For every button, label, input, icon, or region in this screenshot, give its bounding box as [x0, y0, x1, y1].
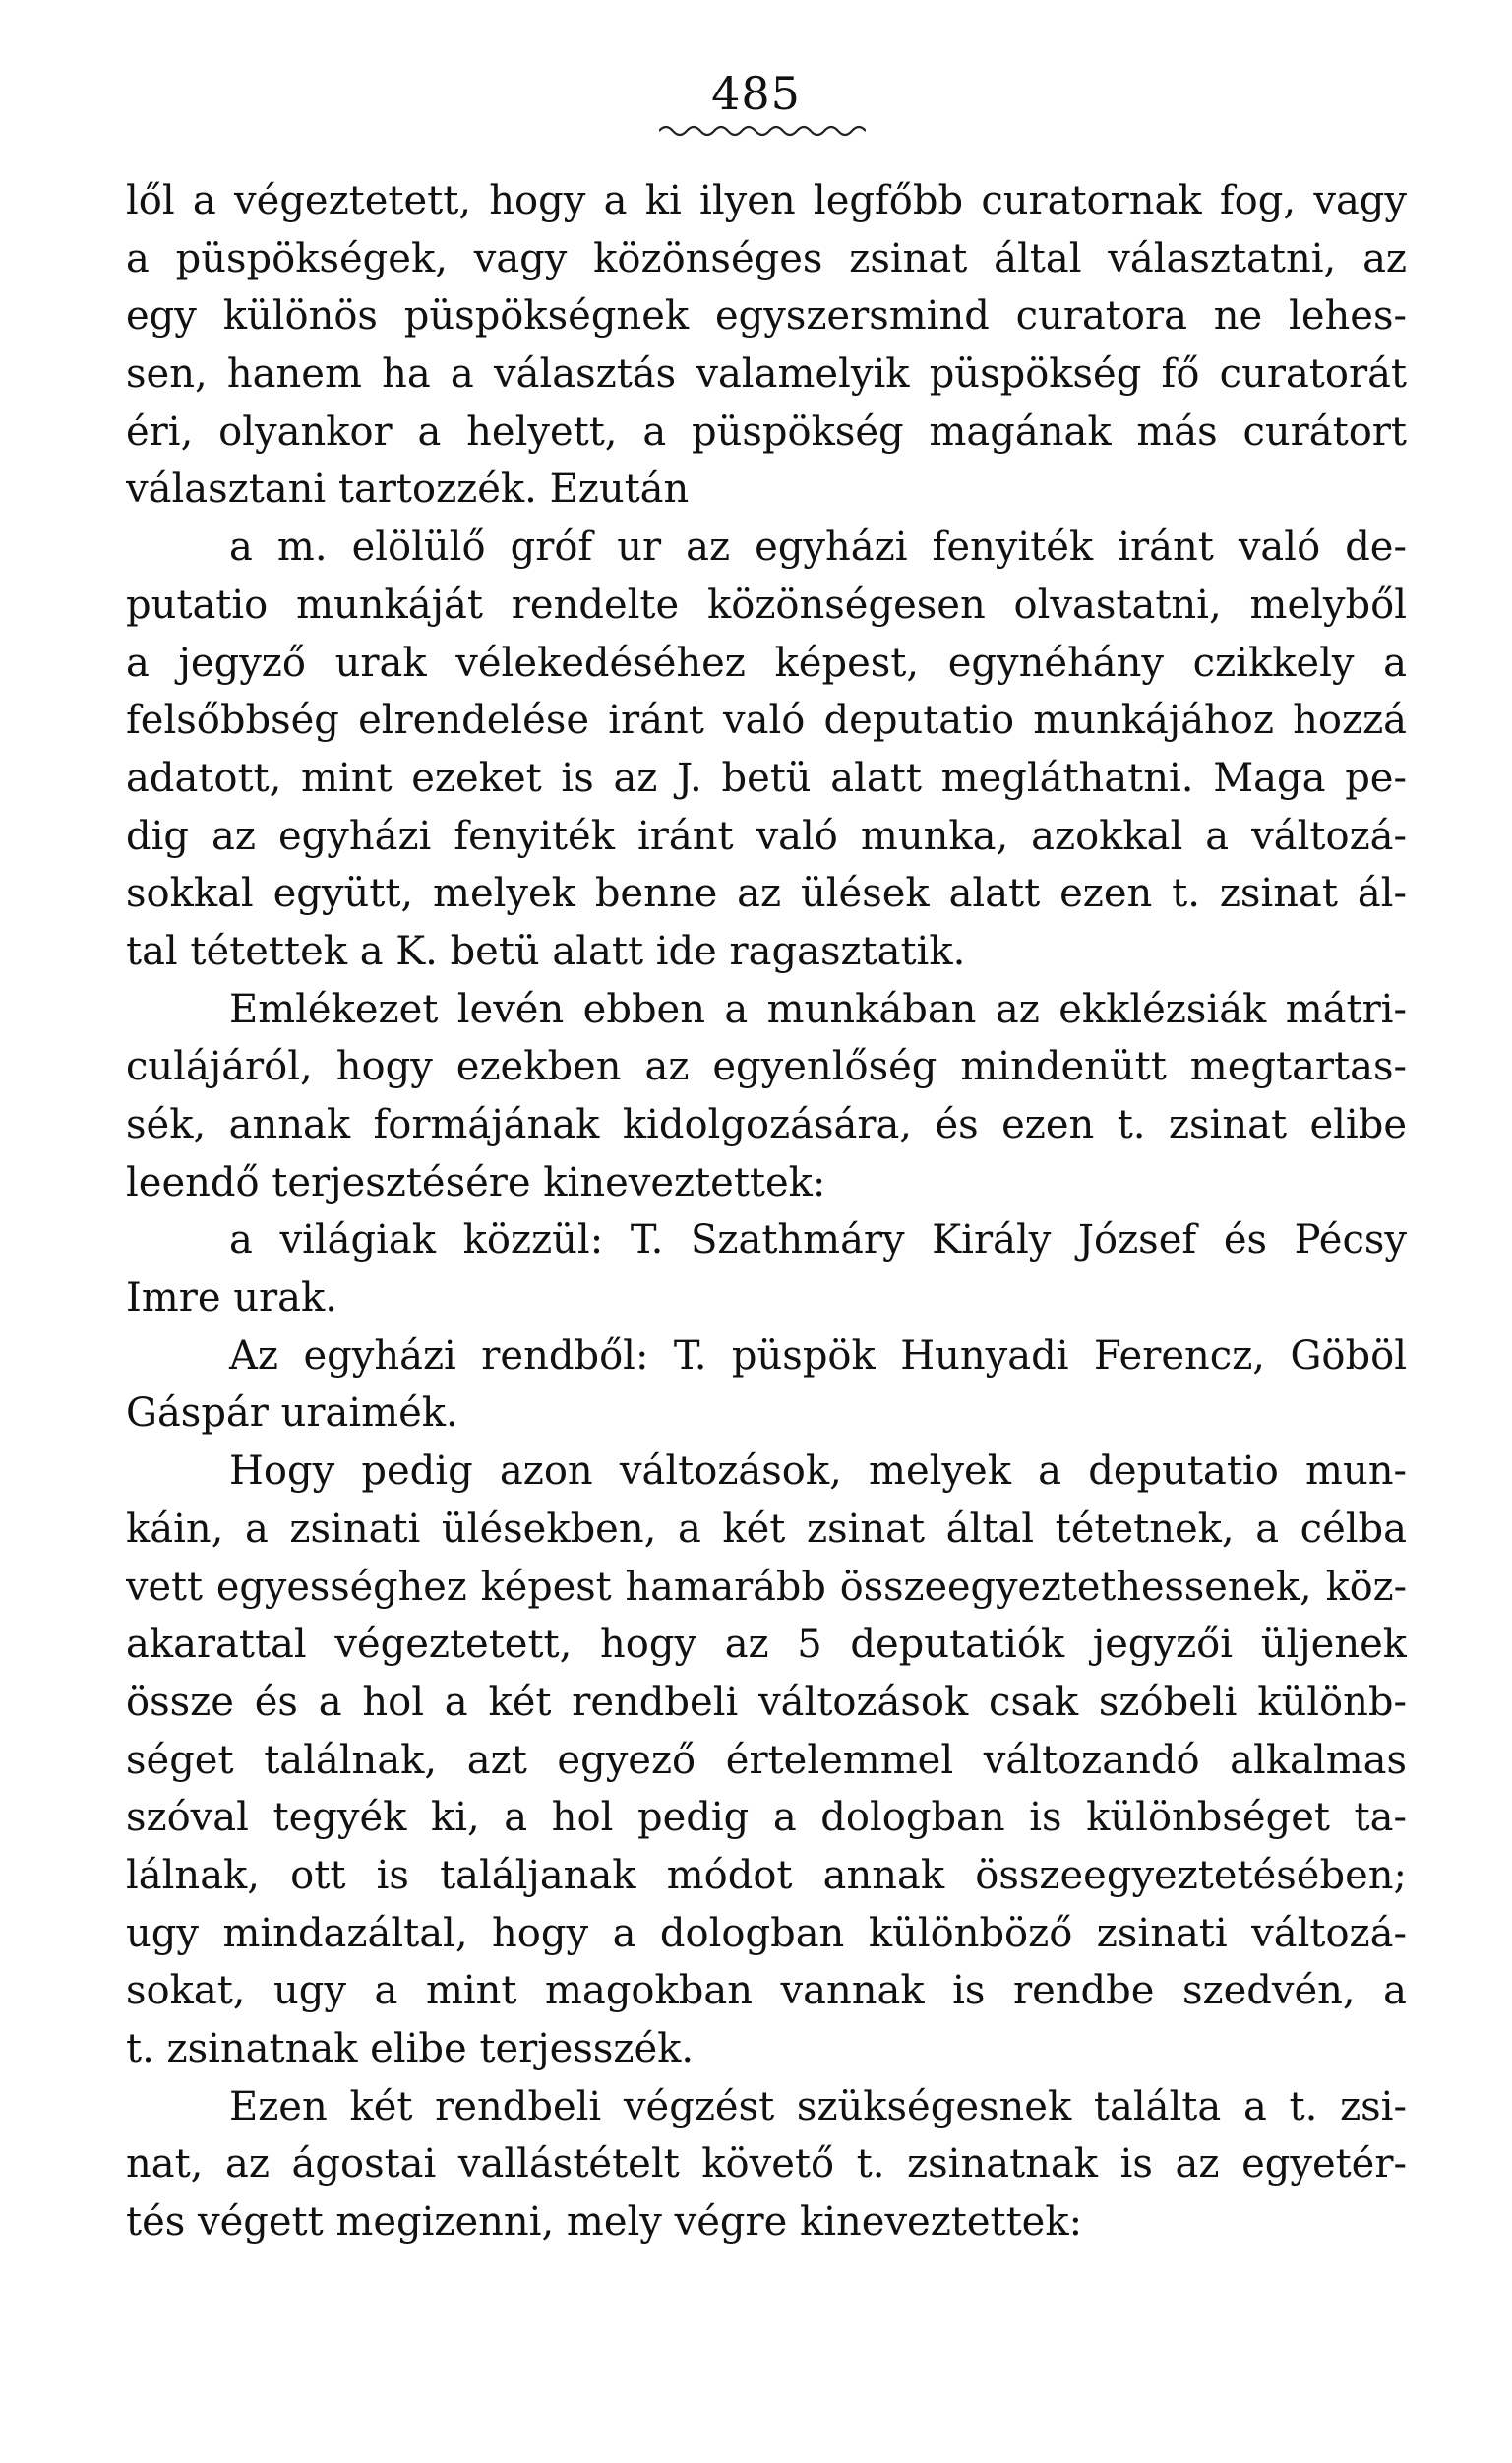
- wavy-rule-ornament: [659, 120, 866, 142]
- text-line: Ezen két rendbeli végzést szükségesnek találta a t. zsi-: [229, 2083, 1407, 2129]
- text-line: nat, az ágostai vallástételt követő t. zsinatnak is az egyetér-: [126, 2141, 1407, 2187]
- text-line: séget találnak, azt egyező értelemmel változandó alkalmas: [126, 1737, 1407, 1783]
- text-line: Emlékezet levén ebben a munkában az ekklézsiák mátri-: [229, 986, 1407, 1032]
- text-line: sék, annak formájának kidolgozására, és ezen t. zsinat elibe: [126, 1102, 1407, 1147]
- text-line: felsőbbség elrendelése iránt való deputatio munkájához hozzá: [126, 698, 1407, 744]
- text-line: ugy mindazáltal, hogy a dologban különböző zsinati változá-: [126, 1910, 1407, 1956]
- text-line: adatott, mint ezeket is az J. betü alatt megláthatni. Maga pe-: [126, 755, 1407, 801]
- text-line: sokkal együtt, melyek benne az ülések alatt ezen t. zsinat ál-: [126, 871, 1407, 917]
- text-line: tés végett megizenni, mely végre kineveztettek:: [126, 2199, 1083, 2246]
- page-number: 485: [711, 67, 801, 120]
- text-line: szóval tegyék ki, a hol pedig a dologban is különbséget ta-: [126, 1795, 1407, 1841]
- text-line: culájáról, hogy ezekben az egyenlőség mindenütt megtartas-: [126, 1044, 1407, 1090]
- text-line: választani tartozzék. Ezután: [126, 466, 690, 513]
- text-line: leendő terjesztésére kineveztettek:: [126, 1159, 826, 1205]
- text-line: Imre urak.: [126, 1275, 337, 1322]
- text-line: a világiak közzül: T. Szathmáry Király József és Pécsy: [229, 1217, 1407, 1263]
- text-line: Az egyházi rendből: T. püspök Hunyadi Ferencz, Göböl: [229, 1332, 1407, 1379]
- text-line: akarattal végeztetett, hogy az 5 deputatiók jegyzői üljenek: [126, 1622, 1407, 1668]
- text-line: egy különös püspökségnek egyszersmind curatora ne lehes-: [126, 293, 1407, 339]
- text-line: sen, hanem ha a választás valamelyik püspökség fő curatorát: [126, 351, 1407, 398]
- text-line: káin, a zsinati ülésekben, a két zsinat által tétetnek, a célba: [126, 1506, 1407, 1552]
- text-line: lől a végeztetett, hogy a ki ilyen legfőbb curatornak fog, vagy: [126, 178, 1407, 223]
- text-line: t. zsinatnak elibe terjesszék.: [126, 2026, 695, 2071]
- text-line: Gáspár uraimék.: [126, 1390, 458, 1437]
- text-line: tal tétettek a K. betü alatt ide ragasztatik.: [126, 928, 966, 974]
- text-line: lálnak, ott is találjanak módot annak összeegyeztetésében;: [126, 1852, 1407, 1898]
- text-line: vett egyességhez képest hamarább összeegyeztethessenek, köz-: [126, 1564, 1407, 1610]
- text-line: Hogy pedig azon változások, melyek a deputatio mun-: [229, 1448, 1407, 1495]
- text-line: dig az egyházi fenyiték iránt való munka, azokkal a változá-: [126, 813, 1407, 859]
- text-line: a m. elölülő gróf ur az egyházi fenyiték iránt való de-: [229, 524, 1407, 571]
- text-line: a püspökségek, vagy közönséges zsinat által választatni, az: [126, 235, 1407, 281]
- text-line: putatio munkáját rendelte közönségesen olvastatni, melyből: [126, 582, 1407, 628]
- text-line: sokat, ugy a mint magokban vannak is rendbe szedvén, a: [126, 1968, 1407, 2014]
- body-text: [126, 172, 1407, 2251]
- text-line: éri, olyankor a helyett, a püspökség magának más curátort: [126, 408, 1407, 455]
- text-line: össze és a hol a két rendbeli változások csak szóbeli különb-: [126, 1679, 1407, 1725]
- text-line: a jegyző urak vélekedéséhez képest, egynéhány czikkely a: [126, 640, 1407, 686]
